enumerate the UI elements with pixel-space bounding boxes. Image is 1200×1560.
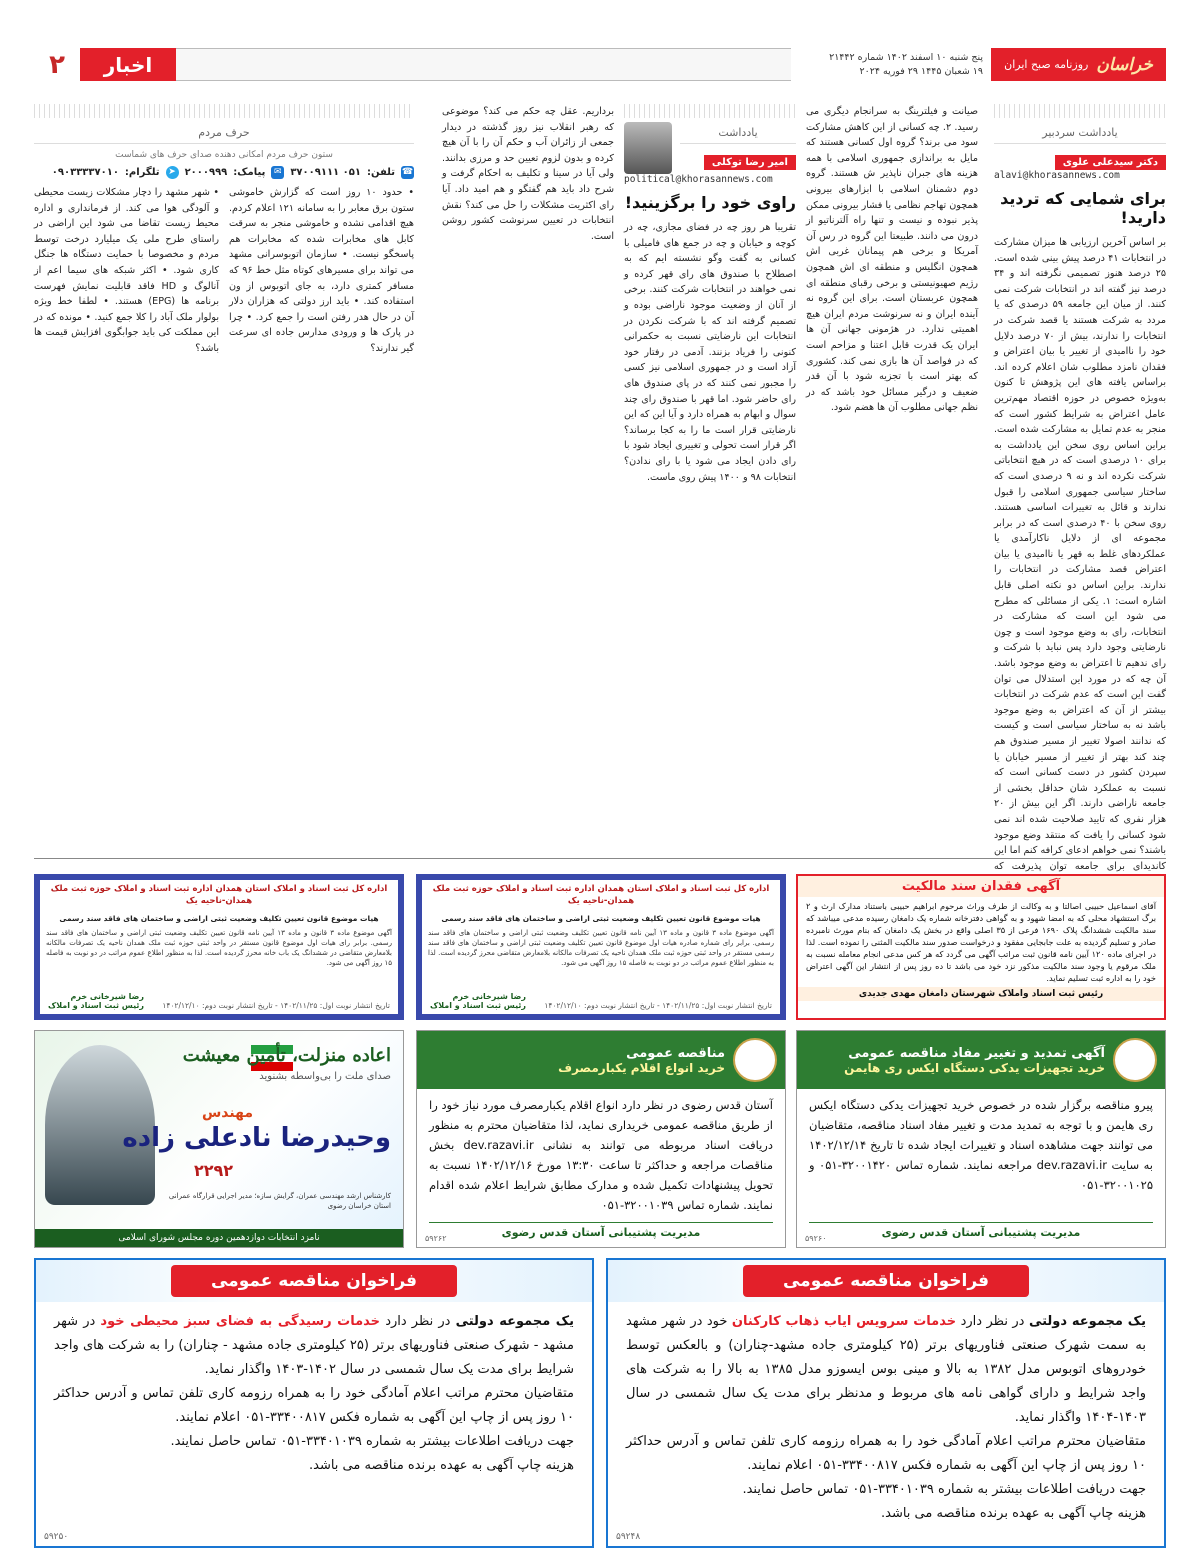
signer-title: رئیس ثبت اسناد و املاک xyxy=(48,1001,144,1010)
ad-body: آقای اسماعیل حبیبی اصالتا و به وکالت از طرف وراث مرحوم ابراهیم حبیبی باستناد مدارک ارث و ۲ برگ استشهاد محلی که به امضا شهود و به گواهی دفترخانه شماره یک دامغان رسیده مدعی میباشد که سند مالکیت ششدانگ پلاک ۱۶۹۰ فرعی از ۳۵ اصلی واقع در بخش یک دامغان که بنام مورث نامبرده صادر و تسلیم گردیده به علت جابجایی مفقود و درخواست صدور سند مالکیت المثنی را نموده است. لذا در اجرای ماده ۱۲۰ آیین نامه قانون ثبت مراتب آگهی می گردد که هر کس مدعی انجام معامله نسبت به ملک مرقوم یا وجود سند مالکیت مذکور نزد خود می باشد تا ده روز پس از انتشار این آگهی اعتراض خود را به اداره ثبت تسلیم نماید. xyxy=(806,901,1156,983)
ad-body xyxy=(608,1302,1164,1534)
sms-icon: ✉ xyxy=(271,166,284,179)
ad-signature xyxy=(48,992,144,1010)
ad-code: ۵۹۲۴۸ xyxy=(616,1532,641,1542)
date-line-1: پنج شنبه ۱۰ اسفند ۱۴۰۲ شماره ۲۱۴۴۲ xyxy=(829,52,983,63)
ad-title: فراخوان مناقصه عمومی xyxy=(743,1265,1029,1297)
column-kicker: یادداشت xyxy=(680,122,796,144)
campaign-subslogan: صدای ملت را بی‌واسطه بشنوید xyxy=(259,1071,391,1082)
ad-text: در شهر مشهد - شهرک صنعتی فناوریهای برتر (۲۵ کیلومتری جاده مشهد - چناران) را به شرکت های واجد شرایط برای مدت یک سال شمسی در سال ۱۴۰۲-۱۴۰۳ واگذار نماید. xyxy=(54,1314,574,1377)
ad-title: اداره کل ثبت اسناد و املاک استان همدان اداره ثبت اسناد و املاک حوزه ثبت ملک همدان-ناحیه یک xyxy=(432,884,770,906)
column-stripe xyxy=(34,104,414,118)
reader-messages: • حدود ۱۰ روز است که گزارش خاموشی ستون برق معابر را به سامانه ۱۲۱ اعلام کردم. هیچ اقدامی نشده و خاموشی منجر به سرقت کابل های مخابرات شده که مخابرات هم پاسخگو نیست. • سازمان اتوبوسرانی مشهد می تواند برای مسیرهای کوتاه مثل خط ۹۶ که مسافر کمتری دارد، به جای اتوبوس از ون استفاده کند. • باید ارز دولتی که هزاران دلار آن در حال هدر رفتن است را جمع کرد. • چرا در پارک ها و ورودی مدارس جاده ای سرعت گیر ندارند؟ xyxy=(229,187,414,354)
date-line-2: ۱۹ شعبان ۱۴۴۵ ۲۹ فوریه ۲۰۲۴ xyxy=(859,66,983,77)
article-body: تقریبا هر روز چه در فضای مجازی، چه در کوچه و خیابان و چه در جمع های فامیلی با کسانی به گفت وگو نشسته ایم که به اصطلاح با صندوق های رای قهر کرده و نمی خواهند در انتخابات شرکت کنند. برخی از آنان از وضعیت موجود ناراضی بوده و تصمیم گرفته اند که با شرکت نکردن در انتخابات این نارضایتی نسبت به حکمرانی کنونی را فریاد بزنند. آدمی در رفتار خود آزاد است و در جمهوری اسلامی نیز کسی را مجبور نمی کنند که در پای صندوق های رای حاضر شود. اما قهر با صندوق رای چند سوال و ابهام به همراه دارد و آیا این که این نارضایتی قرار است ما را به کجا برساند؟ اگر قرار است تحولی و تغییری ایجاد شود با رای دادن ایجاد می شود یا با رای ندادن؟ انتخابات ۹۸ و ۱۴۰۰ پیش روی ماست. xyxy=(624,222,796,483)
content-ads-divider xyxy=(34,858,1166,859)
article-body: بر اساس آخرین ارزیابی ها میزان مشارکت در انتخابات ۴۱ درصد پیش بینی شده است. ۲۵ درصد هنوز تصمیمی نگرفته اند و ۳۴ درصد نیز گفته اند در انتخابات شرکت نمی کنند. از میان این جامعه ۵۹ درصدی که یا مردد به شرکت هستند یا قصد شرکت در انتخابات را ندارند، بیش از ۷۰ درصد دلایل خود را ناامیدی از تغییر یا بیان اعتراض و فقدان نامزد مطلوب شان اعلام کرده اند. براساس یافته های این پژوهش تا کنون به‌ویژه خصوص در حوزه اقتصاد مهم‌ترین عامل اعتراض به شرایط کشور است که منجر به عدم تمایل به مشارکت شده است. براین اساس روی سخن این یادداشت به برای ۱۰ درصدی است که در هیچ انتخاباتی شرکت نکرده اند و نه ۹ درصدی است که ساختار سیاسی جمهوری اسلامی را قبول ندارند و قائل به تغییرات اساسی هستند. روی سخن با ۴۰ درصدی است که در برابر مجموعه ای از دلایل ناکارآمدی یا عملکردهای غلط به قهر یا ناامیدی یا بیان اعتراض قصد مشارکت در انتخابات را ندارند. براین اساس دو نکته اصلی قابل اشاره است: ۱. یکی از مسائلی که مطرح می شود این است که مشارکت در انتخابات، رای به وضع موجود است و چون نارضایتی وجود دارد پس نباید با شرکت و رای ندهیم تا اعتراض به وضع موجود باشد. آن چه که در مورد این استدلال می توان گفت این است که عدم شرکت در انتخابات بیشتر از آن که اعتراض به وضع موجود باشد نه به ساختار سیاسی است و کیست که ندانند اصولا تغییر از مسیر صندوق هم چند کند بهتر از تغییر از مسیر خیابان یا سپردن کشور در دست کسانی است که نسبت به عملکرد شان حداقل بخشی از جامعه ناراضی دارند. اگر این بیش از ۲۰ هزار نفری که تایید صلاحیت شده اند نمی شود کسانی را یافت که منتقد وضع موجود باشند؟ نمی خواهم ادعای کرافه کنم اما این کاندیدای برای جامعه توان پذیرفت که xyxy=(994,237,1166,872)
ad-body xyxy=(36,1302,592,1486)
ad-text: در نظر دارد xyxy=(385,1314,451,1329)
ad-header xyxy=(36,1260,592,1302)
service-highlight: خدمات سرویس ایاب ذهاب کارکنان xyxy=(731,1314,957,1329)
section-title: اخبار xyxy=(80,48,176,81)
ad-lead: یک مجموعه دولتی xyxy=(1028,1314,1146,1329)
phone-label: تلفن: xyxy=(366,167,395,178)
telegram-icon: ➤ xyxy=(166,166,179,179)
readers-voice-column xyxy=(34,104,414,846)
author-avatar xyxy=(624,122,672,174)
ad-text: جهت دریافت اطلاعات بیشتر به شماره ۳۳۴۰۱۰۳۹-۰۵۱ تماس حاصل نمایند. xyxy=(170,1434,574,1449)
reader-messages: • شهر مشهد را دچار مشکلات زیست محیطی و آلودگی هوا می کند. از فرمانداری و اداره محیط زیست تقاضا می شود این اراضی در راستای طرح ملی یک میلیارد درخت توسط مردم و مخصوصا با حمایت دستگاه ها جنگل کاری شود. • اکثر شبکه های سیما اعم از آنالوگ و HD فاقد قابلیت نمایش فهرست برنامه ها (EPG) هستند. • لطفا خط ویژه بولوار ملک آباد را کلا جمع کنید. • مونده که در این مملکت کی باید جوابگوی افزایش قیمت ها باشد؟ xyxy=(34,187,219,354)
ad-header xyxy=(417,1031,785,1089)
ad-title: اداره کل ثبت اسناد و املاک استان همدان اداره ثبت اسناد و املاک حوزه ثبت ملک همدان-ناحیه یک xyxy=(50,884,388,906)
ad-body: پیرو مناقصه برگزار شده در خصوص خرید تجهیزات یدکی دستگاه ایکس ری هایمن و با توجه به تمدید مدت و تغییر مفاد اسناد مناقصه، متقاضیان می توانند جهت مشاهده اسناد و تغییرات ایجاد شده تا تاریخ ۱۴۰۲/۱۲/۱۴ به سایت dev.razavi.ir مراجعه نمایند. شماره تماس ۳۲۰۰۱۴۲۰-۰۵۱ و ۳۲۰۰۱۰۲۵-۰۵۱ xyxy=(809,1098,1153,1192)
telegram-number[interactable]: ۰۹۰۳۳۳۳۷۰۱۰ xyxy=(51,167,119,178)
article-headline: راوی خود را برگزینید! xyxy=(624,193,796,212)
ad-footer: رئیس ثبت اسناد واملاک شهرستان دامغان مهدی جدیدی xyxy=(798,987,1164,1001)
opinion-column xyxy=(624,104,796,846)
byline xyxy=(994,150,1166,181)
ad-subtitle: هیات موضوع قانون تعیین تکلیف وضعیت ثبتی اراضی و ساختمان های فاقد سند رسمی xyxy=(59,914,379,923)
registry-notice-ad[interactable] xyxy=(34,874,404,1020)
ad-body: آگهی موضوع ماده ۳ قانون و ماده ۱۳ آیین نامه قانون تعیین تکلیف وضعیت ثبتی اراضی و ساختمان های فاقد سند رسمی. برابر رای هیات اول موضوع قانون مستقر در واحد ثبتی حوزه ثبت ملک همدان ناحیه یک تصرفات مالکانه بلامعارض متقاضی در ششدانگ یک باب خانه محرز گردیده است. لذا به منظور اطلاع عموم مراتب در دو نوبت به فاصله ۱۵ روز آگهی می شود. xyxy=(46,929,392,967)
ad-header xyxy=(797,1031,1165,1089)
page-number: ۲ xyxy=(34,48,80,81)
ad-text: متقاضیان محترم مراتب اعلام آمادگی خود را به همراه رزومه کاری تلفن تماس و آدرس حداکثر ۱۰ روز پس از چاپ این آگهی به شماره فکس ۳۳۴۰۰۸۱۷-۰۵۱ اعلام نمایند. xyxy=(54,1386,574,1425)
astan-quds-emblem-icon xyxy=(733,1038,777,1082)
campaign-slogan: اعاده منزلت، تأمین معیشت xyxy=(182,1045,391,1066)
page-header xyxy=(34,48,1166,81)
service-highlight: خدمات رسیدگی به فضای سبز محیطی خود xyxy=(100,1314,381,1329)
ad-title: آگهی فقدان سند مالکیت xyxy=(798,876,1164,897)
registry-notice-ad[interactable] xyxy=(416,874,786,1020)
ad-text: هزینه چاپ آگهی به عهده برنده مناقصه می باشد. xyxy=(880,1506,1146,1521)
sms-label: پیامک: xyxy=(233,167,266,178)
ad-text: هزینه چاپ آگهی به عهده برنده مناقصه می باشد. xyxy=(308,1458,574,1473)
ad-date: تاریخ انتشار نوبت اول: ۱۴۰۲/۱۱/۲۵ - تاریخ انتشار نوبت دوم: ۱۴۰۲/۱۲/۱۰ xyxy=(544,1001,772,1010)
author-email[interactable]: political@khorasannews.com xyxy=(624,174,773,185)
ad-body: آگهی موضوع ماده ۳ قانون و ماده ۱۳ آیین نامه قانون تعیین تکلیف وضعیت ثبتی اراضی و ساختمان های فاقد سند رسمی. برابر رای شماره صادره هیات اول موضوع قانون تعیین تکلیف وضعیت ثبتی اراضی و ساختمان های فاقد سند رسمی مستقر در واحد ثبتی حوزه ثبت ملک همدان ناحیه یک تصرفات مالکانه بلامعارض متقاضی محرز گردیده است. لذا به منظور اطلاع عموم مراتب در دو نوبت به فاصله ۱۵ روز آگهی می شود. xyxy=(428,929,774,967)
article-headline: برای شمایی که تردید دارید! xyxy=(1000,189,1166,227)
signer-title: رئیس ثبت اسناد و املاک xyxy=(430,1001,526,1010)
ad-signature xyxy=(430,992,526,1010)
candidate-title: مهندس xyxy=(201,1105,253,1121)
column-kicker: یادداشت سردبیر xyxy=(994,122,1166,144)
signer-name: رضا شیرخانی خرم xyxy=(452,992,526,1001)
candidate-bio: کارشناس ارشد مهندسی عمران، گرایش سازه؛ مدیر اجرایی قرارگاه عمرانی استان خراسان رضوی xyxy=(168,1192,391,1210)
telegram-label: تلگرام: xyxy=(124,167,160,178)
author-name: دکتر سیدعلی علوی xyxy=(1055,155,1166,170)
newspaper-logo[interactable] xyxy=(991,48,1166,81)
contact-bar xyxy=(34,166,414,179)
ad-subtitle: خرید انواع اقلام یکبارمصرف xyxy=(558,1060,725,1075)
ad-subtitle: خرید تجهیزات یدکی دستگاه ایکس ری هایمن xyxy=(844,1060,1105,1075)
candidate-footer: نامزد انتخابات دوازدهمین دوره مجلس شورای اسلامی xyxy=(35,1229,403,1247)
readers-voice-body xyxy=(34,185,414,357)
article-body: برداریم. عقل چه حکم می کند؟ موضوعی که رهبر انقلاب نیز روز گذشته در دیدار جمعی از زائران آب و حکم آن را با آن هیچ کرده و بدون لزوم تعیین حد و مرزی بدانند. ولی آیا در سینا و تکلیف به احکام گرفت و شرح داد باید هم گفتگو و هم امید داد. آیا رای اکثریت مشکلات را حل می کند؟ نقش انتخابات در تعیین سرنوشت کشور روشن است. xyxy=(442,106,614,242)
column-stripe xyxy=(994,104,1166,118)
brand-tagline: روزنامه صبح ایران xyxy=(1004,58,1089,71)
lost-deed-ad[interactable] xyxy=(796,874,1166,1020)
candidate-code: ۲۲۹۲ xyxy=(193,1161,233,1180)
ad-text: متقاضیان محترم مراتب اعلام آمادگی خود را به همراه رزومه کاری تلفن تماس و آدرس حداکثر ۱۰ روز پس از چاپ این آگهی به شماره فکس ۳۳۴۰۰۸۱۷-۰۵۱ اعلام نمایند. xyxy=(626,1434,1146,1473)
ad-title: فراخوان مناقصه عمومی xyxy=(171,1265,457,1297)
signer-name: رضا شیرخانی خرم xyxy=(70,992,144,1001)
ad-footer: مدیریت پشتیبانی آستان قدس رضوی xyxy=(429,1222,773,1239)
ad-lead: یک مجموعه دولتی xyxy=(455,1314,574,1329)
article-body: صیانت و فیلترینگ به سرانجام دیگری می رسید. ۲. چه کسانی از این کاهش مشارکت سود می برند؟ گروه اول کسانی هستند که مایل به براندازی جمهوری اسلامی با همه هزینه های جبران ناپذیر ش هستند. گروه دوم دشمنان اسلامی با ابزارهای بیرونی همچون تهاجم نظامی یا فشار بیرونی ممکن پذیر نبوده و نیست و تنها راه آلترناتیو از درون می دانند. طبیعتا این گروه در رس آن آمریکا و برخی هم پیمانان غربی اش همچون انگلیس و منطقه ای اش همچون رژیم صهیونیستی و برخی رقبای منطقه ای همچون عربستان است. برای این گروه نه آینده ایران و نه سرنوشت مردم ایران هیچ اهمیتی ندارد. در هژمونی جهانی آن ها ایران یک قدرت قابل اعتنا و مزاحم است که در فواصد آن ها بازی نمی کند. کشوری که بهتر است با تجزیه شود با آن قدر ضعیف و درگیر مسائل خود باشد که در نظم جهانی مطلوب آن ها هضم شود. xyxy=(806,106,978,414)
sms-number[interactable]: ۲۰۰۰۹۹۹ xyxy=(184,167,228,178)
candidate-name: وحیدرضا نادعلی زاده xyxy=(122,1123,391,1153)
ad-header xyxy=(608,1260,1164,1302)
opinion-continuation xyxy=(442,104,614,846)
ad-title: مناقصه عمومی xyxy=(626,1045,725,1061)
ad-body: آستان قدس رضوی در نظر دارد انواع اقلام یکبارمصرف مورد نیاز خود را از طریق مناقصه عمومی خریداری نماید، لذا متقاضیان محترم به منظور دریافت اسناد مربوطه می توانند به نشانی dev.razavi.ir بخش مناقصات مراجعه و حداکثر تا ساعت ۱۳:۳۰ مورخ ۱۴۰۲/۱۲/۱۶ نسبت به تحویل پیشنهادات تکمیل شده و مدارک مطابق شرایط اعلام شده اقدام نمایند. شماره تماس ۳۲۰۰۱۰۳۹-۰۵۱ xyxy=(429,1098,773,1212)
ad-code: ۵۹۲۵۰ xyxy=(44,1532,69,1542)
ad-code: ۵۹۲۶۰ xyxy=(805,1234,827,1243)
ad-title: آگهی تمدید و تغییر مفاد مناقصه عمومی xyxy=(848,1045,1105,1061)
editor-note-continuation xyxy=(806,104,978,846)
ad-code: ۵۹۲۶۲ xyxy=(425,1234,447,1243)
column-subkicker: ستون حرف مردم امکانی دهنده صدای حرف های شماست xyxy=(115,150,333,160)
ad-text: جهت دریافت اطلاعات بیشتر به شماره ۳۳۴۰۱۰۳۹-۰۵۱ تماس حاصل نمایند. xyxy=(742,1482,1146,1497)
header-rule xyxy=(176,48,791,81)
column-stripe xyxy=(624,104,796,118)
ad-text: خود در شهر مشهد به سمت شهرک صنعتی فناوریهای برتر (۲۵ کیلومتری جاده مشهد-چناران) و بالعکس توسط خودروهای اتوبوس مدل ۱۳۸۲ به بالا و مینی بوس ایسوزو مدل ۱۳۸۵ به بالا را به شرکت های واجد شرایط و دارای گواهی نامه های مربوط و مدنظر برای مدت یک سال شمسی در سال ۱۴۰۳-۱۴۰۴ واگذار نماید. xyxy=(626,1314,1146,1425)
tender-extension-ad[interactable] xyxy=(796,1030,1166,1248)
column-kicker: حرف مردم xyxy=(34,122,414,144)
brand-name: خراسان xyxy=(1096,54,1153,75)
ad-subtitle: هیات موضوع قانون تعیین تکلیف وضعیت ثبتی اراضی و ساختمان های فاقد سند رسمی xyxy=(441,914,761,923)
author-name: امیر رضا توکلی xyxy=(704,155,796,170)
tender-ad[interactable] xyxy=(416,1030,786,1248)
astan-quds-emblem-icon xyxy=(1113,1038,1157,1082)
ad-footer: مدیریت پشتیبانی آستان قدس رضوی xyxy=(809,1222,1153,1239)
ad-text: در نظر دارد xyxy=(960,1314,1025,1329)
phone-number[interactable]: ۰۵۱ ۳۷۰۰۹۱۱۱ xyxy=(290,167,361,178)
election-candidate-ad[interactable] xyxy=(34,1030,404,1248)
public-tender-ad[interactable] xyxy=(606,1258,1166,1548)
phone-icon: ☎ xyxy=(401,167,414,177)
author-email[interactable]: alavi@khorasannews.com xyxy=(994,170,1120,181)
public-tender-ad[interactable] xyxy=(34,1258,594,1548)
ad-date: تاریخ انتشار نوبت اول: ۱۴۰۲/۱۱/۲۵ - تاریخ انتشار نوبت دوم: ۱۴۰۲/۱۲/۱۰ xyxy=(162,1001,390,1010)
editor-note-column xyxy=(994,104,1166,872)
issue-date xyxy=(791,48,991,81)
